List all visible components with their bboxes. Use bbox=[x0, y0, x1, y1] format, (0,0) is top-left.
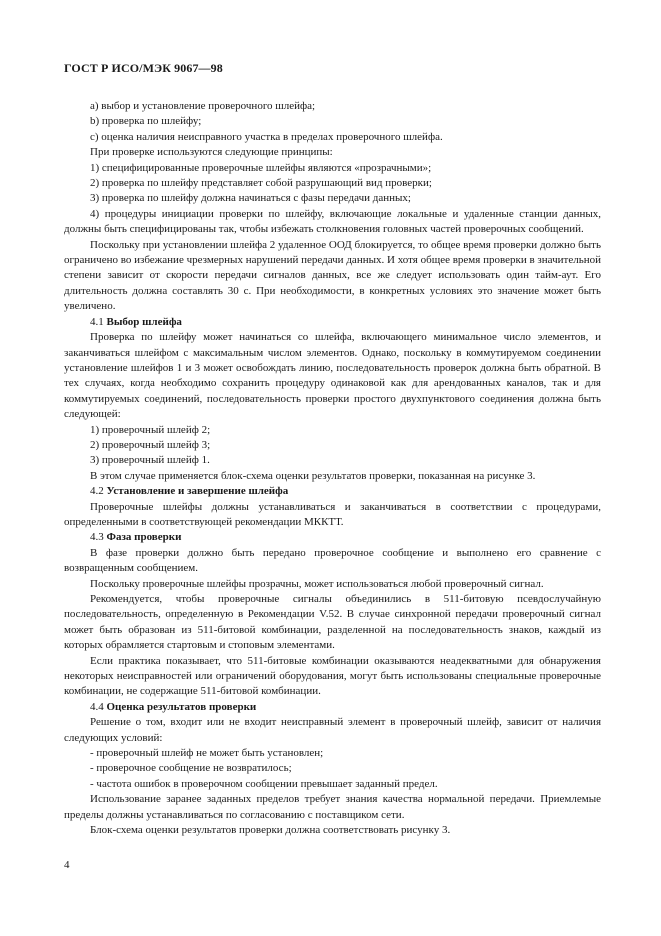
section-4-3-paragraph-3: Рекомендуется, чтобы проверочные сигналы объединились в 511-битовую псевдослучайную последовательность, определенную в Рекомендации V.52. В случае синхронной передачи проверочный сигнал может быть образован из 511-битовой комбинации, разделенной на последовательность знаков, каждый из которых обрамляется стартовым и стоповым элементами. bbox=[64, 593, 601, 652]
document-header: ГОСТ Р ИСО/МЭК 9067—98 bbox=[64, 61, 223, 75]
section-4-4-paragraph-1: Решение о том, входит или не входит неисправный элемент в проверочный шлейф, зависит от наличия следующих условий: bbox=[64, 716, 601, 744]
section-number: 4.3 bbox=[90, 531, 104, 544]
section-number: 4.1 bbox=[90, 315, 104, 328]
section-4-3-heading bbox=[64, 530, 601, 545]
section-title: Оценка результатов проверки bbox=[106, 700, 257, 713]
section-title: Выбор шлейфа bbox=[106, 315, 182, 328]
section-number: 4.2 bbox=[90, 485, 104, 498]
list-item-b: b) проверка по шлейфу; bbox=[90, 115, 202, 128]
loop-order-2: 2) проверочный шлейф 3; bbox=[90, 438, 211, 451]
section-4-4-heading bbox=[64, 700, 601, 715]
section-4-4-paragraph-3: Блок-схема оценки результатов проверки должна соответствовать рисунку 3. bbox=[90, 824, 451, 837]
section-4-2-heading bbox=[64, 484, 601, 499]
section-4-1-heading bbox=[64, 315, 601, 330]
section-title: Установление и завершение шлейфа bbox=[106, 485, 289, 498]
principles-intro: При проверке используются следующие принципы: bbox=[90, 146, 333, 159]
section-4-3-paragraph-2: Поскольку проверочные шлейфы прозрачны, может использоваться любой проверочный сигнал. bbox=[90, 577, 544, 590]
principle-2: 2) проверка по шлейфу представляет собой разрушающий вид проверки; bbox=[90, 177, 432, 190]
section-title: Фаза проверки bbox=[106, 531, 182, 544]
list-item-a: а) выбор и установление проверочного шлейфа; bbox=[90, 100, 316, 112]
section-4-1-after: В этом случае применяется блок-схема оценки результатов проверки, показанная на рисунке 3. bbox=[90, 469, 536, 482]
page-number: 4 bbox=[64, 859, 70, 871]
section-4-2-paragraph: Проверочные шлейфы должны устанавливаться и заканчиваться в соответствии с процедурами, определенными в соответствующей рекомендации МККТТ. bbox=[64, 500, 601, 528]
section-4-3-paragraph-1: В фазе проверки должно быть передано проверочное сообщение и выполнено его сравнение с возвращенным сообщением. bbox=[64, 546, 601, 575]
section-4-1-paragraph: Проверка по шлейфу может начинаться со шлейфа, включающего минимальное число элементов, и заканчиваться шлейфом с максимальным числом элементов. Однако, поскольку в коммутируемом соединении установление шлейфов 1 и 3 может освобождать линию, последовательность проверок должна быть обратной. В тех случаях, когда необходимо сохранить процедуру одинаковой как для арендованных каналов, так и для коммутируемых соединений, последовательность проверки простого двухпунктового соединения должна быть следующей: bbox=[64, 331, 601, 421]
principle-4: 4) процедуры инициации проверки по шлейфу, включающие локальные и удаленные станции данных, должны быть специфицированы так, чтобы избежать столкновения головных частей проверочных сообщений. bbox=[64, 207, 601, 236]
loop-order-3: 3) проверочный шлейф 1. bbox=[90, 454, 210, 467]
section-4-4-paragraph-2: Использование заранее заданных пределов требует знания качества нормальной передачи. Приемлемые пределы должны устанавливаться по согласованию с поставщиком сети. bbox=[64, 793, 601, 821]
condition-3: - частота ошибок в проверочном сообщении превышает заданный предел. bbox=[90, 777, 438, 790]
paragraph-timeout: Поскольку при установлении шлейфа 2 удаленное ООД блокируется, то общее время проверки должно быть ограничено во избежание чрезмерных нарушений передачи данных. И хотя общее время проверки в значительной степени зависит от скорости передачи сигналов данных, все же следует использовать один тайм-аут. Его длительность должна составлять 30 с. При необходимости, в конкретных условиях это значение может быть увеличено. bbox=[64, 238, 601, 313]
loop-order-1: 1) проверочный шлейф 2; bbox=[90, 423, 211, 436]
list-item-c: c) оценка наличия неисправного участка в пределах проверочного шлейфа. bbox=[90, 130, 443, 143]
section-4-3-paragraph-4: Если практика показывает, что 511-битовые комбинации оказываются неадекватными для обнаружения некоторых неисправностей или ограничений оборудования, могут быть использованы специальные проверочные комбинации, не содержащие 511-битовой комбинации. bbox=[64, 654, 601, 698]
condition-2: - проверочное сообщение не возвратилось; bbox=[90, 762, 292, 775]
principle-1: 1) специфицированные проверочные шлейфы являются «прозрачными»; bbox=[90, 161, 432, 174]
condition-1: - проверочный шлейф не может быть установлен; bbox=[90, 747, 324, 760]
page-body bbox=[64, 99, 601, 839]
principle-3: 3) проверка по шлейфу должна начинаться с фазы передачи данных; bbox=[90, 192, 411, 205]
section-number: 4.4 bbox=[90, 700, 104, 713]
